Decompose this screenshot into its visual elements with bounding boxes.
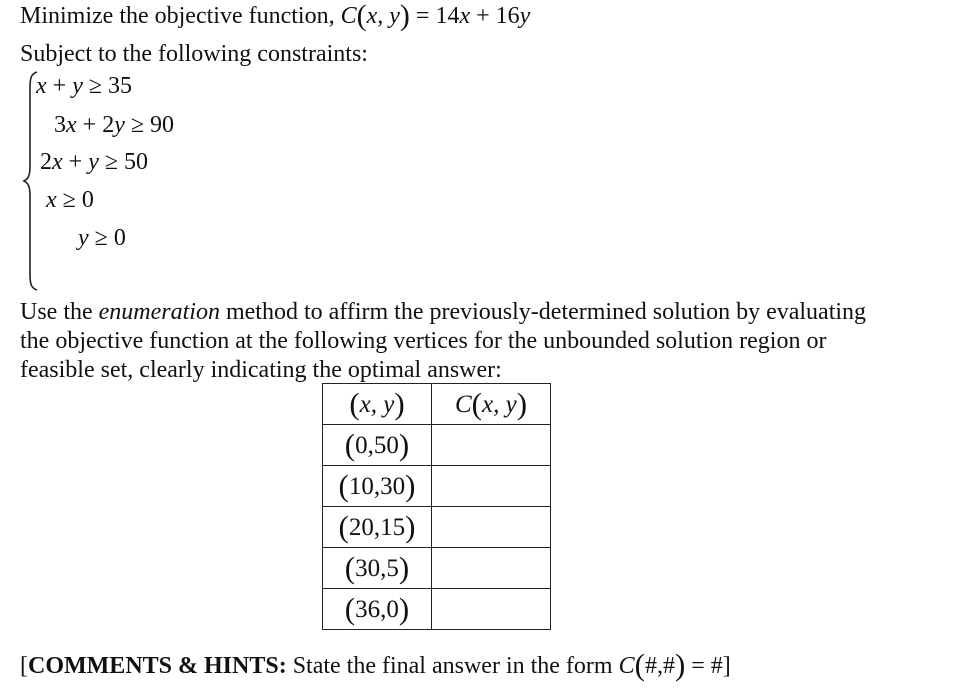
table-row	[323, 507, 551, 548]
objective-prefix: Minimize the objective function,	[20, 3, 341, 29]
objective-value-cell[interactable]	[432, 507, 551, 548]
objective-statement	[20, 2, 530, 30]
hint-label: COMMENTS & HINTS:	[28, 653, 287, 679]
vertex-point-cell: (36,0)	[323, 589, 432, 630]
header-point: (x, y)	[323, 384, 432, 425]
table-row	[323, 589, 551, 630]
vertex-point-cell: (10,30)	[323, 466, 432, 507]
left-brace	[22, 70, 42, 292]
instructions-line-1: Use the enumeration method to affirm the previously-determined solution by evaluating	[20, 299, 867, 325]
vertex-point-cell: (30,5)	[323, 548, 432, 589]
constraint-5: y ≥ 0	[78, 225, 126, 251]
vertex-point-cell: (20,15)	[323, 507, 432, 548]
vertex-point-cell: (0,50)	[323, 425, 432, 466]
table-header-row	[323, 384, 551, 425]
vertex-table	[322, 383, 551, 630]
table-row	[323, 466, 551, 507]
objective-value-cell[interactable]	[432, 425, 551, 466]
emphasis-text: enumeration	[98, 299, 220, 325]
header-value: C(x, y)	[432, 384, 551, 425]
objective-value-cell[interactable]	[432, 589, 551, 630]
objective-value-cell[interactable]	[432, 466, 551, 507]
constraint-3: 2x + y ≥ 50	[40, 149, 149, 175]
constraint-4: x ≥ 0	[46, 187, 94, 213]
objective-value-cell[interactable]	[432, 548, 551, 589]
table-row	[323, 548, 551, 589]
subject-line: Subject to the following constraints:	[20, 41, 368, 67]
constraint-1: x + y ≥ 35	[36, 73, 133, 99]
constraint-2: 3x + 2y ≥ 90	[54, 112, 175, 138]
instructions-line-3: feasible set, clearly indicating the optimal answer:	[20, 357, 502, 383]
table-row	[323, 425, 551, 466]
objective-formula: C(x, y) = 14x + 16y	[340, 0, 531, 32]
comments-hints: [COMMENTS & HINTS: State the final answer in the form C(#,#) = #]	[20, 647, 731, 682]
instructions-line-2: the objective function at the following vertices for the unbounded solution region or	[20, 328, 827, 354]
